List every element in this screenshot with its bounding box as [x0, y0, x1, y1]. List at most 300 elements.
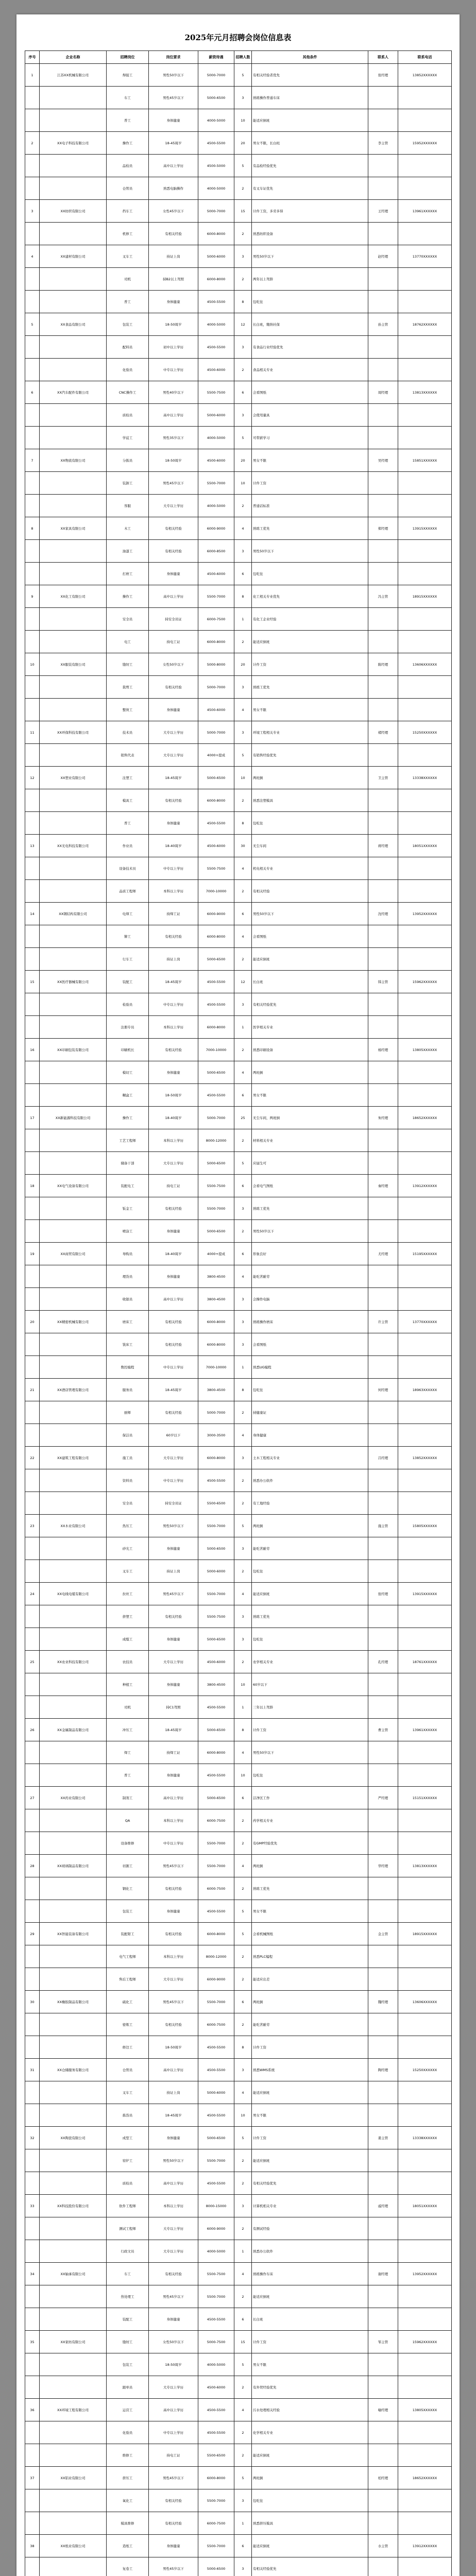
table-cell: 13912XXXXXX — [398, 1175, 452, 1197]
table-cell: 18-40周岁 — [149, 1107, 198, 1129]
table-cell — [398, 495, 452, 517]
table-cell: 叉车工 — [107, 245, 149, 268]
table-cell: 许主管 — [368, 1311, 398, 1333]
table-cell: 装配电工 — [107, 1175, 149, 1197]
table-cell: 机电相关专业 — [252, 857, 368, 880]
table-cell: 3 — [234, 1605, 252, 1628]
table-cell: 6000-7500 — [198, 2512, 234, 2535]
table-cell: 能适应倒班 — [252, 1583, 368, 1605]
table-cell — [25, 1220, 40, 1243]
table-cell — [368, 472, 398, 495]
table-cell: 身体健康 — [149, 699, 198, 721]
table-cell: 理货员 — [107, 1265, 149, 1288]
table-cell: 高中以上学历 — [149, 404, 198, 427]
table-cell: XX木业有限公司 — [40, 1515, 107, 1537]
table-cell: 能适应倒班 — [252, 2444, 368, 2467]
table-cell: 18051XXXXXX — [398, 2195, 452, 2217]
table-row — [25, 1651, 452, 1673]
table-cell: 能适应倒班 — [252, 948, 368, 971]
table-cell — [40, 1469, 107, 1492]
table-cell: 3 — [234, 87, 252, 109]
table-cell: 2 — [234, 880, 252, 903]
table-cell — [40, 1084, 107, 1107]
table-cell: 张经理 — [368, 64, 398, 87]
table-cell: 6 — [234, 1084, 252, 1107]
table-cell: 5000-6500 — [198, 1537, 234, 1560]
table-cell: 裁剪工 — [107, 676, 149, 699]
table-cell: 身体健康 — [149, 812, 198, 835]
table-cell: 5 — [234, 2467, 252, 2489]
table-row — [25, 427, 452, 449]
table-cell — [368, 744, 398, 767]
table-cell — [398, 1764, 452, 1787]
table-cell: 8 — [234, 1719, 252, 1741]
table-cell: 2 — [234, 1945, 252, 1968]
table-cell — [25, 676, 40, 699]
table-cell: 男女不限 — [252, 699, 368, 721]
table-cell: 高中以上学历 — [149, 2059, 198, 2081]
table-cell: 5500-7000 — [198, 2535, 234, 2557]
table-cell: 25 — [25, 1651, 40, 1673]
column-header: 序号 — [25, 51, 40, 64]
table-cell: 拉丝工 — [107, 1583, 149, 1605]
table-cell: 熟悉WMS系统 — [252, 2059, 368, 2081]
table-cell: 10 — [234, 767, 252, 789]
table-cell: 20 — [25, 1311, 40, 1333]
table-cell: 男性35岁以下 — [149, 427, 198, 449]
table-cell: 高中以上学历 — [149, 155, 198, 177]
table-row — [25, 1356, 452, 1379]
table-cell: 15 — [25, 971, 40, 993]
table-cell — [398, 744, 452, 767]
table-cell: 30 — [234, 835, 252, 857]
table-row — [25, 1560, 452, 1583]
table-row — [25, 2285, 452, 2308]
table-cell: 8000-12000 — [198, 1945, 234, 1968]
table-cell: 13961XXXXXX — [398, 200, 452, 223]
table-cell: 18915XXXXXX — [398, 585, 452, 608]
table-cell: 4 — [234, 2263, 252, 2285]
table-cell: 熟悉UG编程 — [252, 1356, 368, 1379]
table-cell — [25, 2217, 40, 2240]
table-row — [25, 1061, 452, 1084]
table-cell: XX纸业有限公司 — [40, 2535, 107, 2557]
table-cell — [40, 699, 107, 721]
table-cell: 李主管 — [368, 132, 398, 155]
table-row — [25, 1243, 452, 1265]
table-cell: XX印刷包装有限公司 — [40, 1039, 107, 1061]
table-cell: 2 — [234, 1039, 252, 1061]
table-cell — [25, 1129, 40, 1152]
table-cell — [40, 1333, 107, 1356]
table-cell: 5500-7000 — [198, 1515, 234, 1537]
table-cell: 4500-5500 — [198, 993, 234, 1016]
table-cell: 2 — [234, 2013, 252, 2036]
table-cell: 铣床工 — [107, 1333, 149, 1356]
table-cell: 熟悉纺织设备 — [252, 223, 368, 245]
table-cell: 6 — [234, 2308, 252, 2331]
table-cell — [40, 1764, 107, 1787]
table-cell: 木工 — [107, 517, 149, 540]
table-cell: 36 — [25, 2399, 40, 2421]
table-cell: 赵经理 — [368, 245, 398, 268]
table-cell — [40, 812, 107, 835]
table-row — [25, 2127, 452, 2149]
table-cell: 身体健康 — [149, 563, 198, 585]
table-cell — [398, 1877, 452, 1900]
table-cell: 13 — [25, 835, 40, 857]
table-cell: 21 — [25, 1379, 40, 1401]
table-cell: 操作工 — [107, 132, 149, 155]
table-cell: 有外贸经验优先 — [252, 2376, 368, 2399]
table-cell — [368, 2240, 398, 2263]
table-cell: 沈经理 — [368, 903, 398, 925]
table-cell: 糊盒工 — [107, 1084, 149, 1107]
table-cell: 8 — [25, 517, 40, 540]
table-cell: 女性50岁以下 — [149, 653, 198, 676]
table-cell: 3 — [234, 404, 252, 427]
table-cell: 大专以上学历 — [149, 1651, 198, 1673]
table-cell: XX智能装备有限公司 — [40, 1923, 107, 1945]
table-cell: 包装工 — [107, 313, 149, 336]
table-cell — [40, 1265, 107, 1288]
table-cell — [398, 2217, 452, 2240]
table-cell — [25, 1152, 40, 1175]
table-cell: 装配工 — [107, 2308, 149, 2331]
table-cell — [25, 993, 40, 1016]
table-cell: 男性50岁以下 — [149, 64, 198, 87]
table-cell: 5500-7500 — [198, 2263, 234, 2285]
table-cell: 5000-6000 — [198, 1560, 234, 1583]
table-cell: CNC操作工 — [107, 381, 149, 404]
table-row — [25, 2512, 452, 2535]
table-cell — [25, 2104, 40, 2127]
table-row — [25, 835, 452, 857]
table-cell: 2 — [234, 1401, 252, 1424]
table-cell: 5000-6500 — [198, 2127, 234, 2149]
table-cell: XX酒店管理有限公司 — [40, 1379, 107, 1401]
table-cell: 4 — [234, 699, 252, 721]
table-row — [25, 585, 452, 608]
table-cell — [398, 2149, 452, 2172]
table-cell: 4500-5500 — [198, 2059, 234, 2081]
table-cell: 6000-9000 — [198, 903, 234, 925]
table-cell: 施主管 — [368, 1515, 398, 1537]
table-cell: 2 — [234, 1809, 252, 1832]
table-row — [25, 1809, 452, 1832]
table-cell: 13915XXXXXX — [398, 517, 452, 540]
table-cell: 华经理 — [368, 1855, 398, 1877]
table-cell — [398, 2081, 452, 2104]
table-cell — [368, 699, 398, 721]
table-cell: 安全员 — [107, 608, 149, 631]
table-cell — [40, 155, 107, 177]
table-cell: 4500-5500 — [198, 1764, 234, 1787]
table-cell: 客服 — [107, 495, 149, 517]
table-row — [25, 1175, 452, 1197]
table-cell: 4500-5500 — [198, 1084, 234, 1107]
table-row — [25, 2263, 452, 2285]
table-cell: 男性50岁以下 — [252, 540, 368, 563]
table-row — [25, 155, 452, 177]
table-cell: 有相关经验 — [149, 1605, 198, 1628]
table-row — [25, 744, 452, 767]
table-cell: 喷涂工 — [107, 1220, 149, 1243]
table-cell: 8 — [234, 291, 252, 313]
table-row — [25, 1152, 452, 1175]
table-cell: 装卸工 — [107, 472, 149, 495]
document-page — [16, 14, 460, 2576]
table-cell: 5 — [234, 744, 252, 767]
table-cell: 挡车工 — [107, 200, 149, 223]
table-cell — [25, 2149, 40, 2172]
table-cell — [398, 2036, 452, 2059]
table-cell: 男女不限 — [252, 449, 368, 472]
table-cell: 18762XXXXXX — [398, 313, 452, 336]
table-cell: 5000-6000 — [198, 245, 234, 268]
table-cell: 医学相关专业 — [252, 1016, 368, 1039]
table-cell: 男性45岁以下 — [149, 472, 198, 495]
table-cell: XX新能源科技有限公司 — [40, 1107, 107, 1129]
table-cell — [368, 1220, 398, 1243]
table-cell — [40, 2353, 107, 2376]
table-cell: 能吃苦耐劳 — [252, 2013, 368, 2036]
table-cell: 售后工程师 — [107, 1968, 149, 1991]
table-cell: 农技员 — [107, 1651, 149, 1673]
table-cell — [368, 789, 398, 812]
table-cell: XX电子科技有限公司 — [40, 132, 107, 155]
table-cell: 高中以上学历 — [149, 2399, 198, 2421]
table-cell: 长白班 — [252, 971, 368, 993]
table-cell — [398, 1968, 452, 1991]
table-cell: 8 — [234, 585, 252, 608]
table-cell: 两班倒 — [252, 2467, 368, 2489]
table-cell: 会使用量具 — [252, 404, 368, 427]
table-cell: 计件工资 — [252, 653, 368, 676]
table-cell: 15250XXXXXX — [398, 721, 452, 744]
table-cell — [40, 857, 107, 880]
table-cell: 熟练工优先 — [252, 1877, 368, 1900]
table-cell — [368, 1809, 398, 1832]
table-cell: 销售代表 — [107, 744, 149, 767]
table-cell: XX环保科技有限公司 — [40, 721, 107, 744]
table-cell: 6000-7500 — [198, 1809, 234, 1832]
table-cell: 5000-6500 — [198, 1719, 234, 1741]
table-cell: 计件工资 — [252, 2036, 368, 2059]
table-cell: 18051XXXXXX — [398, 835, 452, 857]
table-cell: 电工 — [107, 631, 149, 653]
table-cell: 有化工企业经验 — [252, 608, 368, 631]
table-cell: 尤经理 — [368, 1243, 398, 1265]
table-cell: 男性45岁以下 — [149, 1583, 198, 1605]
table-cell — [40, 744, 107, 767]
table-cell: 持B2以上驾照 — [149, 268, 198, 291]
table-cell — [40, 1356, 107, 1379]
table-cell: 5000-6500 — [198, 767, 234, 789]
table-cell: 焊接工 — [107, 64, 149, 87]
table-row — [25, 1923, 452, 1945]
table-cell: 设备维修 — [107, 1832, 149, 1855]
column-header: 岗位要求 — [149, 51, 198, 64]
table-cell — [398, 1016, 452, 1039]
table-cell: XX建筑工程有限公司 — [40, 1447, 107, 1469]
table-cell: 本科以上学历 — [149, 1945, 198, 1968]
table-cell: 4000-5000 — [198, 2240, 234, 2263]
table-cell: 大专以上学历 — [149, 495, 198, 517]
table-cell: 2 — [234, 2217, 252, 2240]
table-cell: 装配钳工 — [107, 1923, 149, 1945]
table-cell — [40, 2149, 107, 2172]
table-cell: 3000-3500 — [198, 1424, 234, 1447]
table-cell — [40, 359, 107, 381]
table-cell: 4000-5000 — [198, 313, 234, 336]
table-row — [25, 2036, 452, 2059]
table-cell: 13852XXXXXX — [398, 64, 452, 87]
table-row — [25, 1877, 452, 1900]
table-cell — [40, 1288, 107, 1311]
table-cell — [40, 2376, 107, 2399]
table-cell: 16 — [25, 1039, 40, 1061]
table-cell: 身体健康 — [149, 2308, 198, 2331]
table-cell: 3 — [234, 2489, 252, 2512]
table-cell: 6000-8000 — [198, 1016, 234, 1039]
table-cell — [25, 2240, 40, 2263]
table-cell: 28 — [25, 1855, 40, 1877]
table-cell: 13813XXXXXX — [398, 1855, 452, 1877]
table-cell: 6000-8000 — [198, 1311, 234, 1333]
table-cell — [25, 1333, 40, 1356]
table-cell: 4 — [25, 245, 40, 268]
table-cell — [398, 1696, 452, 1719]
table-cell: 5 — [234, 427, 252, 449]
table-row — [25, 2467, 452, 2489]
table-cell — [40, 2172, 107, 2195]
table-cell — [368, 87, 398, 109]
table-cell: 化验员 — [107, 359, 149, 381]
table-cell: 两年以上驾龄 — [252, 268, 368, 291]
table-cell: 戚经理 — [368, 2195, 398, 2217]
table-cell — [398, 1129, 452, 1152]
table-cell: 有相关经验优先 — [252, 2172, 368, 2195]
table-cell: 3 — [234, 2059, 252, 2081]
table-row — [25, 971, 452, 993]
table-cell: 37 — [25, 2467, 40, 2489]
table-cell: 5000-6500 — [198, 2557, 234, 2576]
table-cell — [398, 1537, 452, 1560]
table-cell — [368, 1968, 398, 1991]
table-cell: 行车工 — [107, 948, 149, 971]
table-cell: 叉车工 — [107, 2081, 149, 2104]
table-row — [25, 1424, 452, 1447]
table-cell: 5000-6000 — [198, 404, 234, 427]
table-cell — [40, 1809, 107, 1832]
table-cell — [368, 177, 398, 200]
table-cell: 大专以上学历 — [149, 1447, 198, 1469]
table-cell: 6000-8000 — [198, 1447, 234, 1469]
table-cell: 印刷机长 — [107, 1039, 149, 1061]
table-cell: 普工 — [107, 109, 149, 132]
table-cell: 60岁以下 — [149, 1424, 198, 1447]
table-cell: 27 — [25, 1787, 40, 1809]
table-cell: 有相关经验 — [149, 2512, 198, 2535]
table-row — [25, 336, 452, 359]
table-cell: 2 — [234, 495, 252, 517]
table-cell: 吕经理 — [368, 1447, 398, 1469]
table-cell: 姜主管 — [368, 2127, 398, 2149]
table-cell: 郑经理 — [368, 517, 398, 540]
table-cell: 计件工资 — [252, 472, 368, 495]
table-cell — [398, 109, 452, 132]
table-cell: 会看电气图纸 — [252, 1175, 368, 1197]
table-cell: 高中以上学历 — [149, 585, 198, 608]
table-cell — [368, 2104, 398, 2127]
table-cell: 有相关经验 — [149, 2489, 198, 2512]
table-cell: 普工 — [107, 1764, 149, 1787]
table-cell — [40, 880, 107, 903]
table-cell: 3 — [234, 540, 252, 563]
table-cell — [40, 291, 107, 313]
table-cell: 5 — [234, 2353, 252, 2376]
table-cell: 5500-7000 — [198, 2285, 234, 2308]
table-row — [25, 2489, 452, 2512]
table-row — [25, 245, 452, 268]
table-cell: 3 — [234, 1311, 252, 1333]
table-cell: 焊工 — [107, 1741, 149, 1764]
table-cell: 能吃苦耐劳 — [252, 1537, 368, 1560]
table-cell — [40, 2285, 107, 2308]
table-cell: 能适应出差 — [252, 1968, 368, 1991]
table-cell: XX家纺有限公司 — [40, 2331, 107, 2353]
table-cell: 13813XXXXXX — [398, 381, 452, 404]
table-cell: 包吃住 — [252, 2489, 368, 2512]
table-cell: 4500-5500 — [198, 2036, 234, 2059]
table-cell — [25, 1288, 40, 1311]
table-cell — [398, 1333, 452, 1356]
table-cell: 中专以上学历 — [149, 993, 198, 1016]
table-row — [25, 1583, 452, 1605]
table-cell: 2 — [234, 2172, 252, 2195]
table-cell: 成型工 — [107, 2127, 149, 2149]
table-cell — [368, 2376, 398, 2399]
table-cell — [25, 1560, 40, 1583]
table-cell: 钣金工 — [107, 1197, 149, 1220]
table-cell — [368, 1696, 398, 1719]
table-cell — [40, 1537, 107, 1560]
table-cell — [40, 1220, 107, 1243]
table-cell — [368, 540, 398, 563]
table-cell — [368, 1129, 398, 1152]
table-row — [25, 676, 452, 699]
table-cell: 有相关经验 — [149, 1311, 198, 1333]
table-cell — [25, 608, 40, 631]
table-cell: 无尘车间，两班倒 — [252, 1107, 368, 1129]
table-cell: 能适应倒班 — [252, 631, 368, 653]
table-row — [25, 925, 452, 948]
table-cell: 男女不限 — [252, 1900, 368, 1923]
table-cell — [25, 1900, 40, 1923]
table-cell — [25, 2308, 40, 2331]
table-cell: 5000-7500 — [198, 2331, 234, 2353]
table-cell: 两班倒 — [252, 767, 368, 789]
table-cell: 长白班 — [252, 2308, 368, 2331]
table-cell: 能适应倒班 — [252, 2081, 368, 2104]
table-cell: XX家具有限公司 — [40, 517, 107, 540]
table-cell: 装配工 — [107, 971, 149, 993]
table-cell: 热压工 — [107, 1515, 149, 1537]
table-cell — [25, 2512, 40, 2535]
table-cell: 普工 — [107, 812, 149, 835]
table-cell — [368, 1333, 398, 1356]
